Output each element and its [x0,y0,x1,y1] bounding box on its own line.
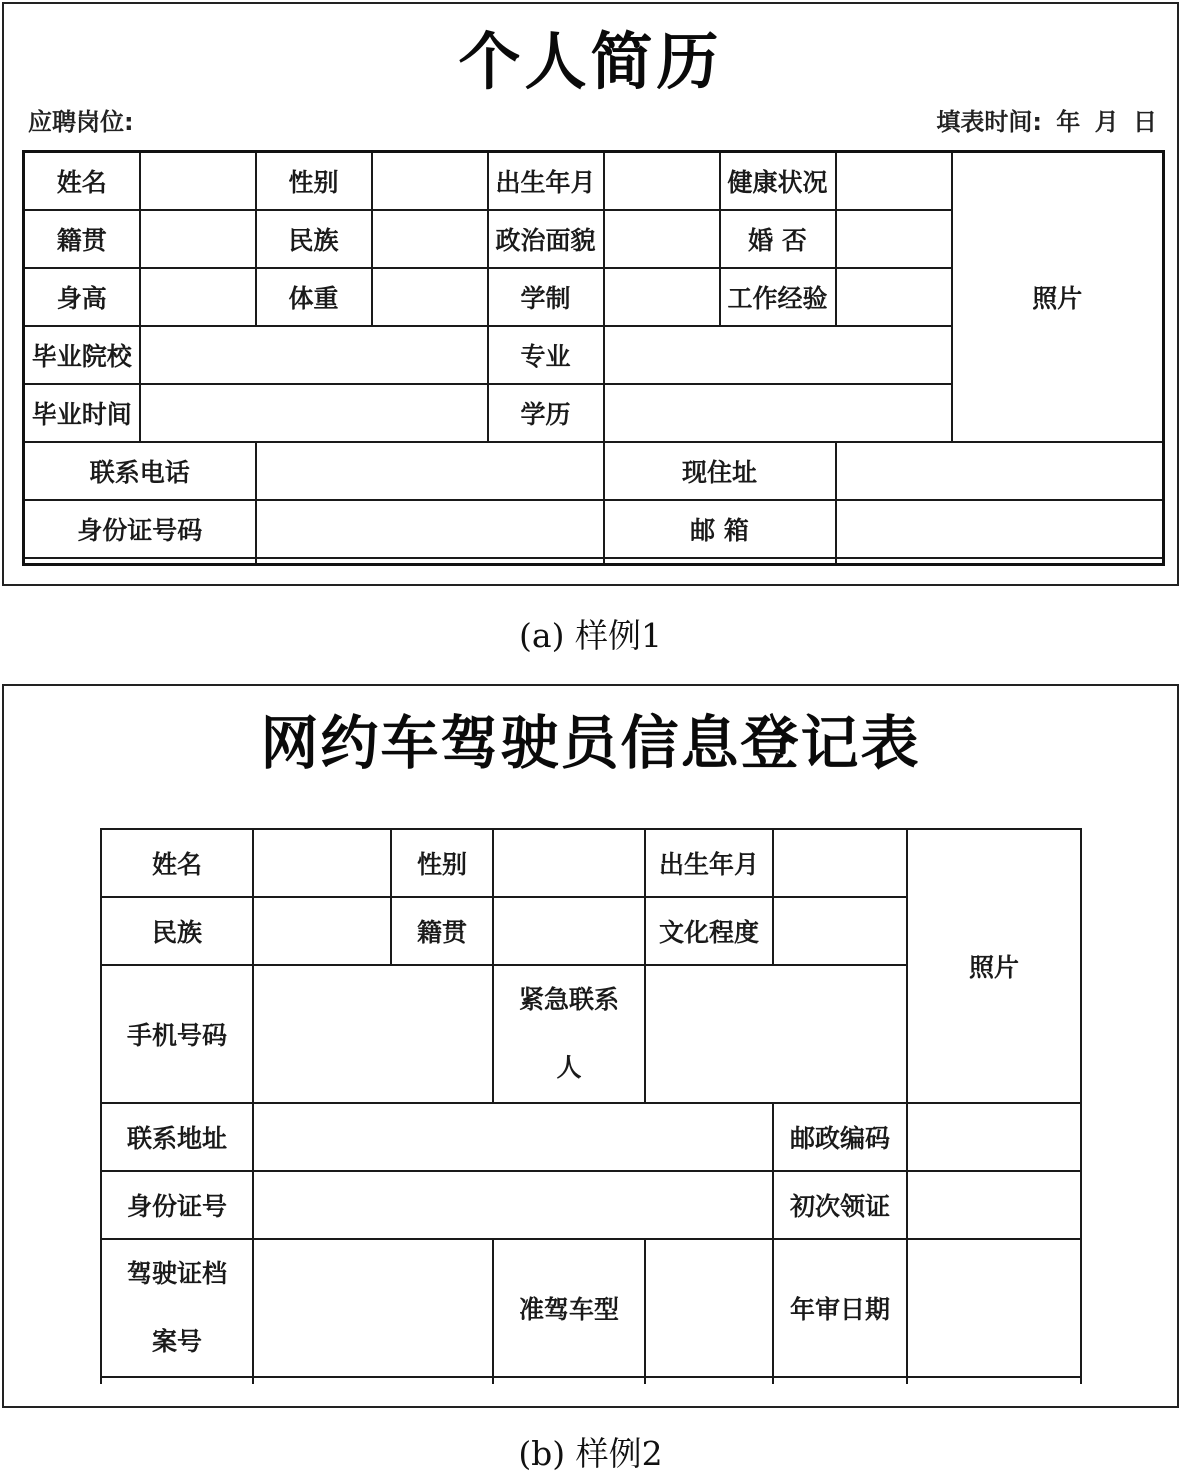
photo-cell[interactable]: 照片 [907,829,1081,1103]
table-row [101,1171,1081,1239]
label-mobile: 手机号码 [101,965,253,1103]
table-row [24,152,1164,211]
field-experience[interactable] [836,268,952,326]
driver-form-title: 网约车驾驶员信息登记表 [260,709,921,777]
table-row-truncated [24,558,1164,565]
field-postcode[interactable] [907,1103,1081,1171]
field-politics[interactable] [604,210,720,268]
label-postcode: 邮政编码 [773,1103,907,1171]
field-name[interactable] [253,829,391,897]
field-marital[interactable] [836,210,952,268]
label-education: 学历 [488,384,604,442]
label-gender: 性别 [256,152,372,211]
label-emergency-line2: 人 [556,1053,582,1082]
field-education[interactable] [604,384,952,442]
date-label: 填表时间: 年 月 日 [936,108,1157,136]
resume-form-panel [2,2,1179,586]
field-schooling[interactable] [604,268,720,326]
label-vehicle-type: 准驾车型 [493,1239,645,1377]
label-ethnicity: 民族 [256,210,372,268]
field-ethnicity[interactable] [253,897,391,965]
field-school[interactable] [140,326,488,384]
field-phone[interactable] [256,442,604,500]
field-annual-review[interactable] [907,1239,1081,1377]
field-height[interactable] [140,268,256,326]
table-row [101,1239,1081,1377]
field-birth[interactable] [773,829,907,897]
field-name[interactable] [140,152,256,211]
photo-cell[interactable]: 照片 [952,152,1164,443]
label-ethnicity: 民族 [101,897,253,965]
field-health[interactable] [836,152,952,211]
field-birth[interactable] [604,152,720,211]
driver-table [100,828,1082,1384]
label-emergency-contact [493,965,645,1103]
label-health: 健康状况 [720,152,836,211]
field-address[interactable] [253,1103,773,1171]
label-license-file-line2: 案号 [151,1327,202,1356]
label-experience: 工作经验 [720,268,836,326]
resume-title: 个人简历 [458,25,723,98]
position-label: 应聘岗位: [28,108,134,136]
field-mobile[interactable] [253,965,493,1103]
label-weight: 体重 [256,268,372,326]
label-id-number: 身份证号 [101,1171,253,1239]
label-id-number: 身份证号码 [24,500,256,558]
field-id-number[interactable] [256,500,604,558]
label-native: 籍贯 [391,897,493,965]
label-license-file [101,1239,253,1377]
table-row [24,442,1164,500]
field-license-file[interactable] [253,1239,493,1377]
resume-table [22,150,1165,566]
label-address: 现住址 [604,442,836,500]
field-grad-time[interactable] [140,384,488,442]
label-gender: 性别 [391,829,493,897]
label-name: 姓名 [101,829,253,897]
field-gender[interactable] [493,829,645,897]
label-native: 籍贯 [24,210,140,268]
field-id-number[interactable] [253,1171,773,1239]
label-major: 专业 [488,326,604,384]
label-emergency-line1: 紧急联系 [518,985,619,1014]
field-address[interactable] [836,442,1164,500]
label-politics: 政治面貌 [488,210,604,268]
table-row [24,500,1164,558]
field-ethnicity[interactable] [372,210,488,268]
field-weight[interactable] [372,268,488,326]
label-annual-review: 年审日期 [773,1239,907,1377]
table-row [101,829,1081,897]
field-native[interactable] [140,210,256,268]
field-native[interactable] [493,897,645,965]
label-phone: 联系电话 [24,442,256,500]
field-emergency-contact[interactable] [645,965,907,1103]
field-first-license[interactable] [907,1171,1081,1239]
label-marital: 婚 否 [720,210,836,268]
field-email[interactable] [836,500,1164,558]
label-schooling: 学制 [488,268,604,326]
label-height: 身高 [24,268,140,326]
driver-form-panel [2,684,1179,1408]
field-culture[interactable] [773,897,907,965]
table-row-truncated [101,1377,1081,1384]
label-address: 联系地址 [101,1103,253,1171]
caption-sample-a: (a) 样例1 [519,616,662,655]
field-major[interactable] [604,326,952,384]
label-first-license: 初次领证 [773,1171,907,1239]
caption-sample-b: (b) 样例2 [518,1434,663,1473]
label-birth: 出生年月 [488,152,604,211]
label-license-file-line1: 驾驶证档 [126,1259,227,1288]
table-row [101,1103,1081,1171]
field-gender[interactable] [372,152,488,211]
field-vehicle-type[interactable] [645,1239,773,1377]
label-birth: 出生年月 [645,829,773,897]
label-name: 姓名 [24,152,140,211]
label-grad-time: 毕业时间 [24,384,140,442]
label-school: 毕业院校 [24,326,140,384]
label-email: 邮 箱 [604,500,836,558]
label-culture: 文化程度 [645,897,773,965]
